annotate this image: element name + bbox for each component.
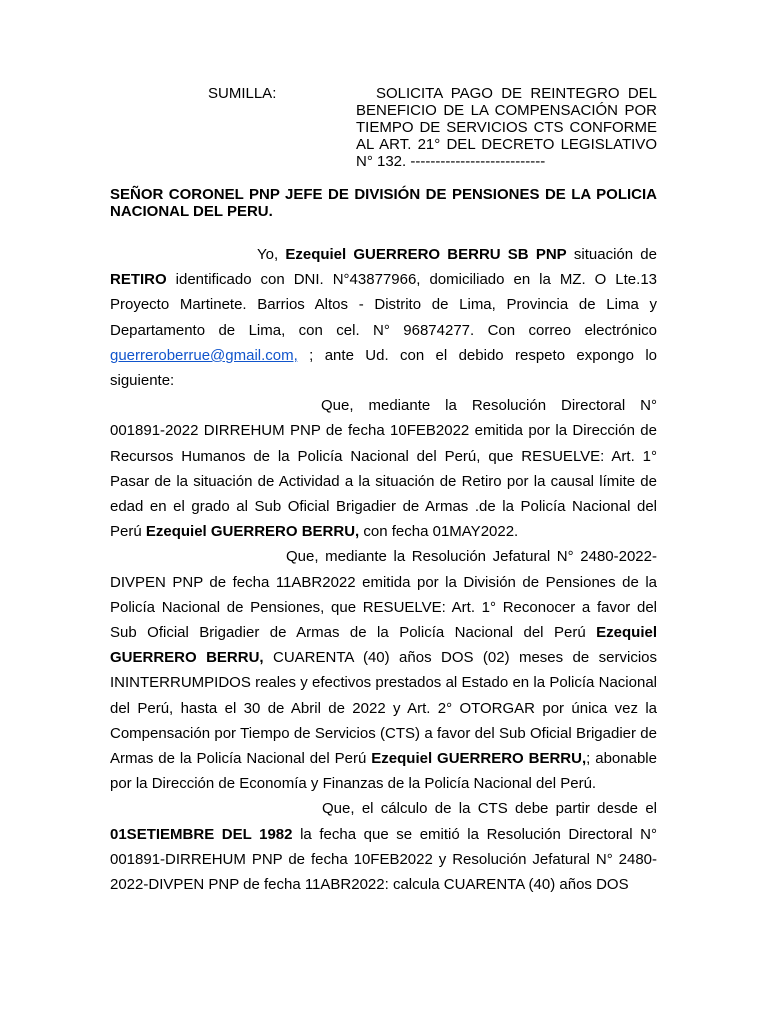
applicant-name: Ezequiel GUERRERO BERRU, [371, 750, 587, 768]
intro-text: ; ante Ud. con el debido respeto expongo lo siguiente: [110, 346, 657, 390]
paragraph-text: ; abonable por la Dirección de Economía y Finanzas de la Policía Nacional del Perú. [110, 750, 657, 793]
intro-text: Yo, [257, 246, 286, 263]
paragraph-cts-calculation [110, 796, 657, 897]
applicant-name: Ezequiel GUERRERO BERRU SB PNP [285, 246, 567, 263]
sumilla-text: SOLICITA PAGO DE REINTEGRO DEL BENEFICIO DE LA COMPENSACIÓN POR TIEMPO DE SERVICIOS CTS CONFORME AL ART. 21° DEL DECRETO LEGISLATIVO N° 132. --------------------------- [356, 85, 657, 170]
email-link[interactable]: guerreroberrue@gmail.com, [110, 346, 298, 364]
paragraph-text: Que, mediante la Resolución Jefatural N° 2480-2022-DIVPEN PNP de fecha 11ABR2022 emitida por la División de Pensiones de la Policía Nacional de Pensiones, que RESUELVE: Art. 1° Reconocer a favor del Sub Oficial Brigadier de Armas de la Policía Nacional del Perú [110, 548, 657, 642]
intro-text: situación de [566, 246, 657, 263]
document-body [110, 242, 657, 897]
paragraph-text: la fecha que se emitió la Resolución Directoral N° 001891-DIRREHUM PNP de fecha 10FEB2022 y Resolución Jefatural N° 2480-2022-DIVPEN PNP de fecha 11ABR2022: calcula CUARENTA (40) años DOS [110, 825, 657, 894]
intro-text: identificado con DNI. N°43877966, domiciliado en la MZ. O Lte.13 Proyecto Martinete. Barrios Altos - Distrito de Lima, Provincia de Lima y Departamento de Lima, con cel. N° 96874277. Con correo electrónico [110, 271, 657, 339]
paragraph-jefatural-resolution [110, 544, 657, 796]
addressee-heading: SEÑOR CORONEL PNP JEFE DE DIVISIÓN DE PENSIONES DE LA POLICIA NACIONAL DEL PERU. [110, 186, 657, 220]
paragraph-text: Que, mediante la Resolución Directoral N° 001891-2022 DIRREHUM PNP de fecha 10FEB2022 emitida por la Dirección de Recursos Humanos de la Policía Nacional del Perú, que RESUELVE: Art. 1° Pasar de la situación de Actividad a la situación de Retiro por la causal límite de edad en el grado al Sub Oficial Brigadier de Armas .de la Policía Nacional del Perú [110, 397, 657, 541]
applicant-name: Ezequiel GUERRERO BERRU, [145, 523, 360, 541]
start-date: 01SETIEMBRE DEL 1982 [110, 825, 293, 843]
sumilla-label: SUMILLA: [208, 85, 277, 102]
paragraph-directoral-resolution [110, 393, 657, 544]
paragraph-text: con fecha 01MAY2022. [359, 523, 519, 541]
paragraph-text: CUARENTA (40) años DOS (02) meses de servicios ININTERRUMPIDOS reales y efectivos prestados al Estado en la Policía Nacional del Perú, hasta el 30 de Abril de 2022 y Art. 2° OTORGAR por única vez la Compensación por Tiempo de Servicios (CTS) a favor del Sub Oficial Brigadier de Armas de la Policía Nacional del Perú [110, 649, 657, 768]
paragraph-introduction [110, 242, 657, 393]
applicant-name: Ezequiel GUERRERO BERRU, [110, 624, 657, 667]
applicant-status: RETIRO [110, 271, 167, 289]
paragraph-text: Que, el cálculo de la CTS debe partir desde el [322, 800, 657, 818]
